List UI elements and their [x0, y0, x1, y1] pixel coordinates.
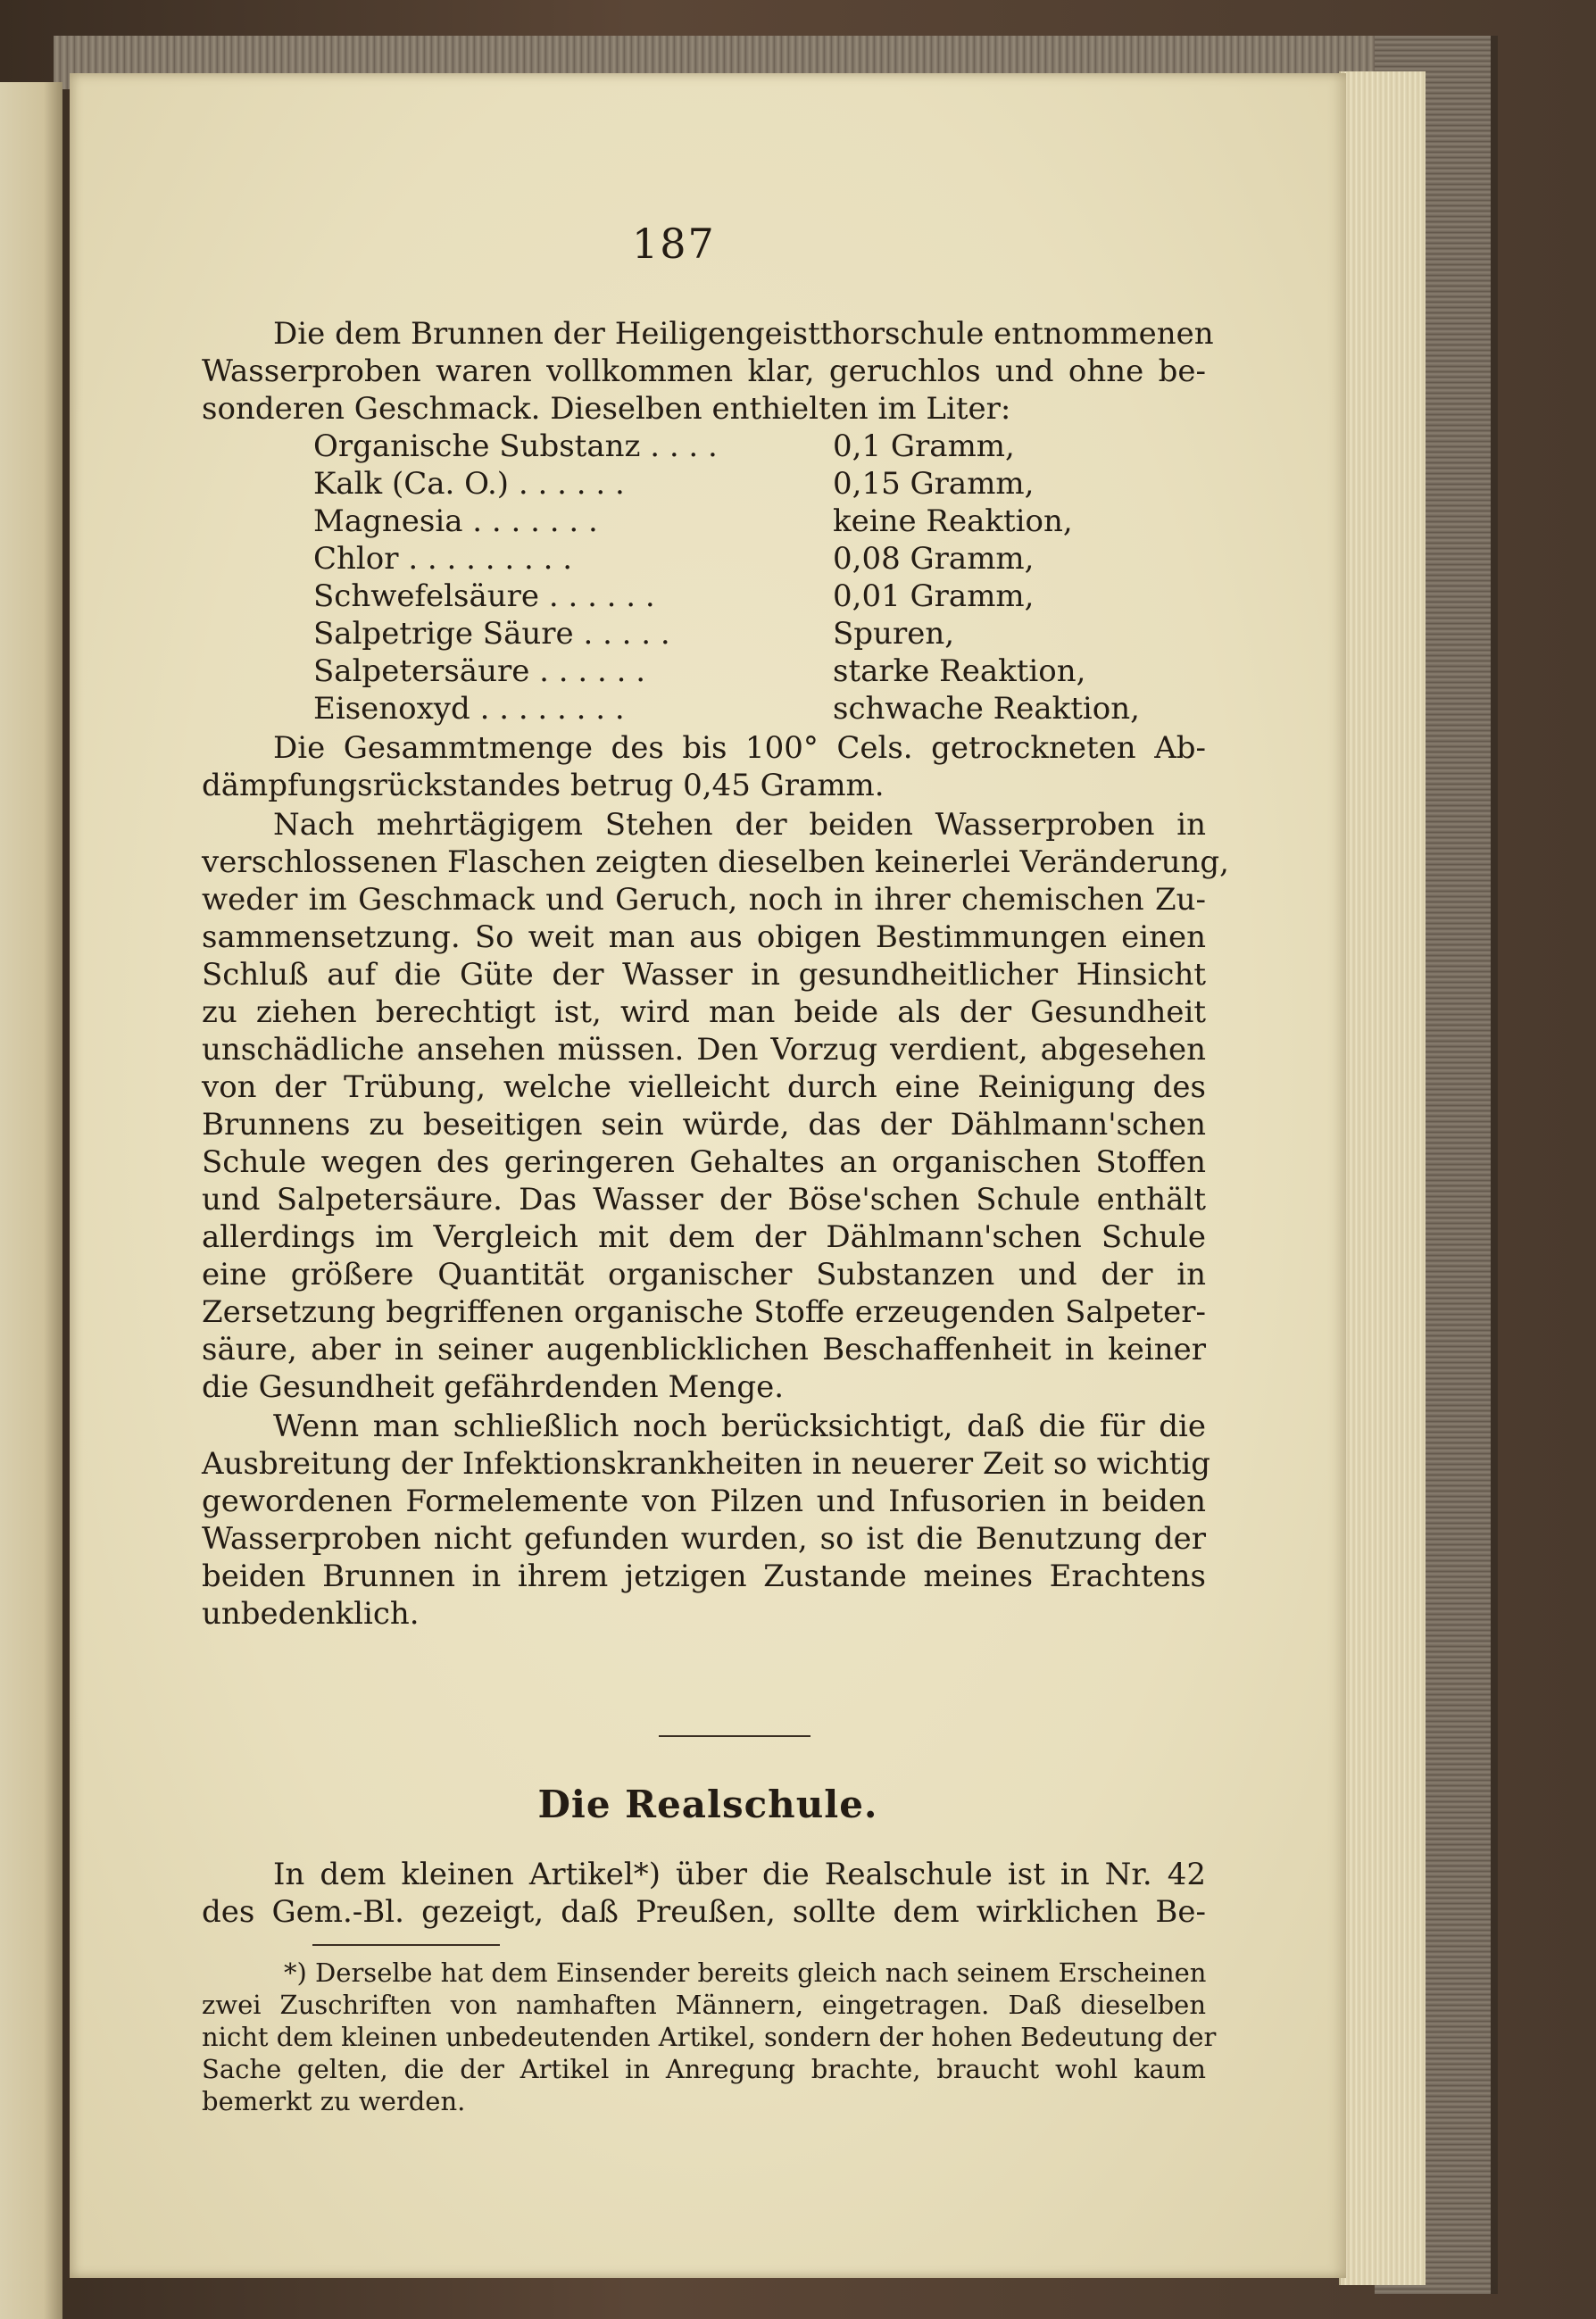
table-label: Kalk (Ca. O.) . . . . . .: [313, 466, 625, 502]
section-divider: [659, 1735, 810, 1737]
table-label: Salpetrige Säure . . . . .: [313, 616, 670, 652]
table-value: 0,1 Gramm,: [833, 428, 1015, 464]
text-line: sammensetzung. So weit man aus obigen Bestimmungen einen: [202, 919, 1206, 955]
table-value: 0,01 Gramm,: [833, 578, 1035, 614]
table-value: starke Reaktion,: [833, 653, 1086, 689]
table-label: Magnesia . . . . . . .: [313, 503, 598, 539]
text-line: beiden Brunnen in ihrem jetzigen Zustande meines Erachtens: [202, 1558, 1206, 1594]
text-line: verschlossenen Flaschen zeigten dieselben keinerlei Veränderung,: [202, 844, 1229, 880]
text-line: und Salpetersäure. Das Wasser der Böse'schen Schule enthält: [202, 1182, 1206, 1218]
text-line: des Gem.-Bl. gezeigt, daß Preußen, sollte dem wirklichen Be-: [202, 1894, 1206, 1930]
table-value: 0,08 Gramm,: [833, 541, 1035, 577]
book-page: [70, 73, 1346, 2278]
text-line: Schule wegen des geringeren Gehaltes an organischen Stoffen: [202, 1144, 1206, 1180]
footnote-line: Sache gelten, die der Artikel in Anregung brachte, braucht wohl kaum: [202, 2054, 1206, 2084]
table-label: Schwefelsäure . . . . . .: [313, 578, 655, 614]
text-line: Brunnens zu beseitigen sein würde, das der Dählmann'schen: [202, 1107, 1206, 1143]
text-line: unschädliche ansehen müssen. Den Vorzug verdient, abgesehen: [202, 1032, 1206, 1068]
footnote-line: bemerkt zu werden.: [202, 2086, 466, 2116]
table-label: Chlor . . . . . . . . .: [313, 541, 573, 577]
text-line: weder im Geschmack und Geruch, noch in ihrer chemischen Zu-: [202, 882, 1206, 918]
footnote-divider: [312, 1944, 500, 1946]
text-line: gewordenen Formelemente von Pilzen und Infusorien in beiden: [202, 1484, 1206, 1519]
text-line: sonderen Geschmack. Dieselben enthielten im Liter:: [202, 391, 1011, 427]
table-label: Organische Substanz . . . .: [313, 428, 718, 464]
text-line: zu ziehen berechtigt ist, wird man beide als der Gesundheit: [202, 994, 1206, 1030]
text-line: Die Gesammtmenge des bis 100° Cels. getrockneten Ab-: [273, 730, 1206, 766]
table-value: 0,15 Gramm,: [833, 466, 1035, 502]
table-value: schwache Reaktion,: [833, 691, 1140, 727]
text-line: Zersetzung begriffenen organische Stoffe erzeugenden Salpeter-: [202, 1294, 1206, 1330]
footnote-line: *) Derselbe hat dem Einsender bereits gleich nach seinem Erscheinen: [284, 1957, 1207, 1988]
table-value: Spuren,: [833, 616, 955, 652]
footnote-line: zwei Zuschriften von namhaften Männern, eingetragen. Daß dieselben: [202, 1990, 1206, 2020]
text-line: eine größere Quantität organischer Substanzen und der in: [202, 1257, 1206, 1292]
text-line: Wasserproben nicht gefunden wurden, so ist die Benutzung der: [202, 1521, 1206, 1557]
text-line: säure, aber in seiner augenblicklichen Beschaffenheit in keiner: [202, 1332, 1206, 1367]
footnote-line: nicht dem kleinen unbedeutenden Artikel, sondern der hohen Bedeutung der: [202, 2022, 1217, 2052]
section-heading: Die Realschule.: [537, 1783, 878, 1826]
text-line: Ausbreitung der Infektionskrankheiten in neuerer Zeit so wichtig: [202, 1446, 1210, 1482]
table-label: Eisenoxyd . . . . . . . .: [313, 691, 625, 727]
text-line: von der Trübung, welche vielleicht durch eine Reinigung des: [202, 1069, 1206, 1105]
text-line: Schluß auf die Güte der Wasser in gesundheitlicher Hinsicht: [202, 957, 1206, 993]
text-line: die Gesundheit gefährdenden Menge.: [202, 1369, 785, 1405]
text-line: dämpfungsrückstandes betrug 0,45 Gramm.: [202, 768, 885, 803]
table-value: keine Reaktion,: [833, 503, 1073, 539]
text-line: In dem kleinen Artikel*) über die Realschule ist in Nr. 42: [273, 1857, 1206, 1892]
text-line: Nach mehrtägigem Stehen der beiden Wasserproben in: [273, 807, 1206, 843]
left-page-edge: [0, 82, 62, 2319]
text-line: Wenn man schließlich noch berücksichtigt, daß die für die: [273, 1409, 1206, 1444]
text-line: Wasserproben waren vollkommen klar, geruchlos und ohne be-: [202, 353, 1206, 389]
text-line: allerdings im Vergleich mit dem der Dählmann'schen Schule: [202, 1219, 1206, 1255]
text-line: unbedenklich.: [202, 1596, 420, 1632]
table-label: Salpetersäure . . . . . .: [313, 653, 646, 689]
text-line: Die dem Brunnen der Heiligengeistthorschule entnommenen: [273, 316, 1214, 352]
page-number: 187: [632, 220, 716, 268]
page-edges: [1339, 71, 1426, 2285]
